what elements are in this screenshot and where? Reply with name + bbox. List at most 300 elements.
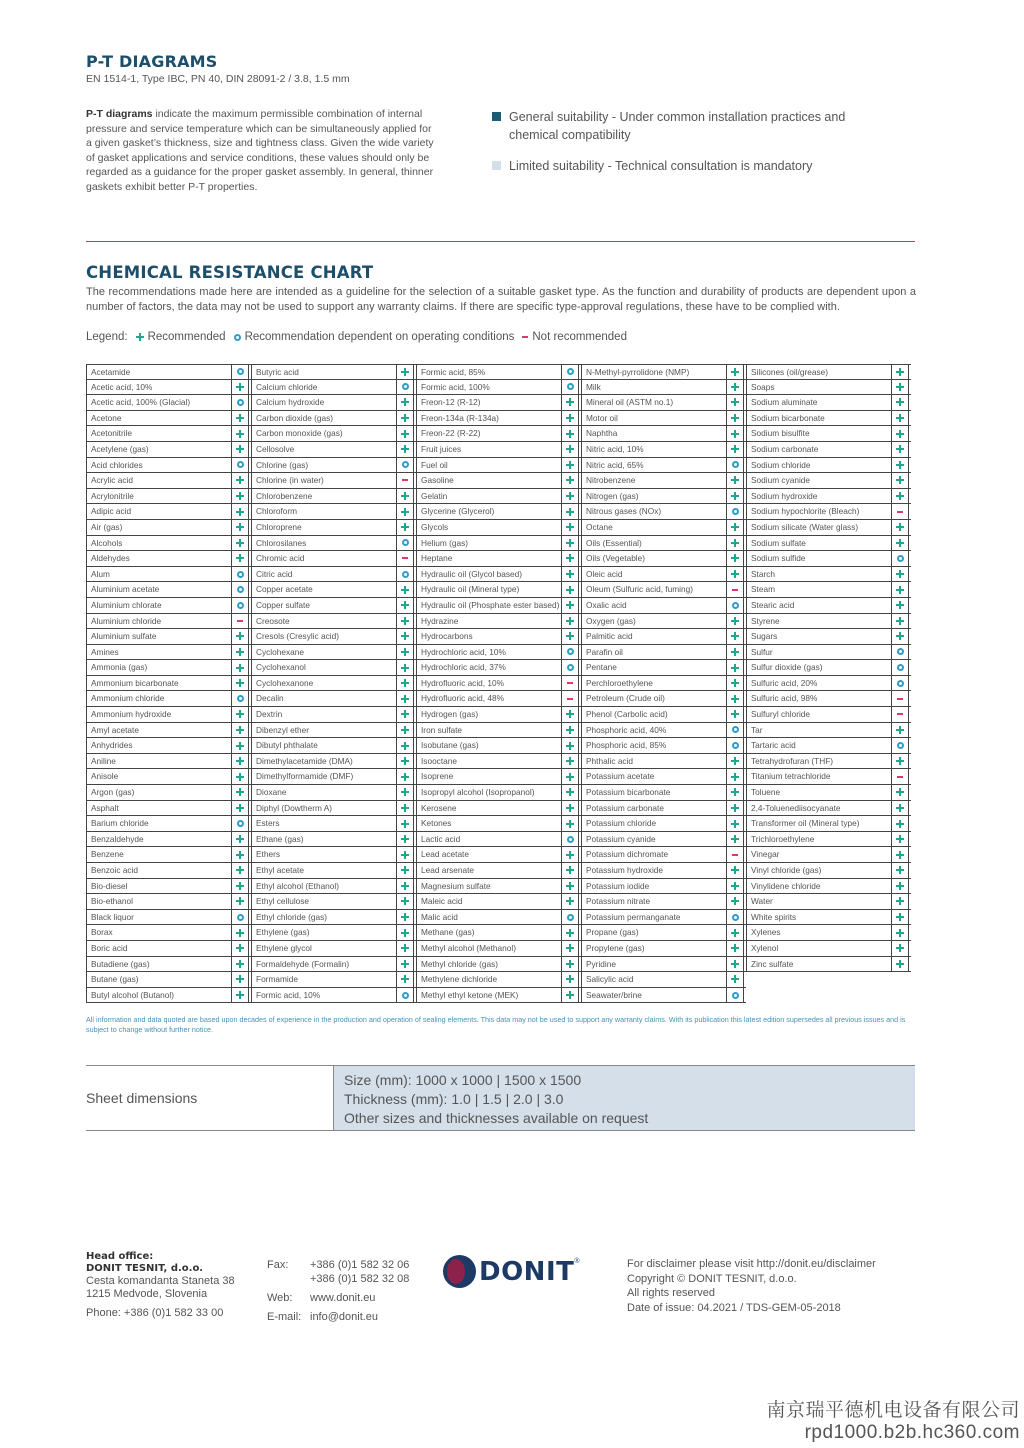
plus-icon (731, 773, 739, 781)
table-row (746, 738, 911, 754)
chart-column (251, 364, 416, 1003)
plus-icon (731, 695, 739, 703)
chemical-name: Anhydrides (86, 738, 231, 753)
chemical-name: Benzene (86, 847, 231, 862)
web-link[interactable]: www.donit.eu (310, 1292, 376, 1304)
circle-icon (402, 383, 409, 390)
watermark-url: rpd1000.b2b.hc360.com (804, 1422, 1020, 1443)
rating-cell (396, 380, 414, 395)
circle-icon (234, 334, 241, 341)
plus-icon (401, 788, 409, 796)
phone-number: Phone: +386 (0)1 582 33 00 (86, 1307, 224, 1319)
plus-icon (236, 632, 244, 640)
rating-cell (231, 769, 249, 784)
table-row (581, 816, 746, 832)
chemical-name: Sodium sulfide (746, 551, 891, 566)
rating-cell (891, 894, 909, 909)
chemical-name: Vinylidene chloride (746, 879, 891, 894)
plus-icon (896, 804, 904, 812)
table-row (251, 598, 416, 614)
circle-icon (897, 742, 904, 749)
rating-cell (561, 645, 579, 660)
table-row (581, 988, 746, 1004)
chemical-name: Ammonia (gas) (86, 660, 231, 675)
rating-cell (396, 707, 414, 722)
plus-icon (896, 788, 904, 796)
chemical-name: Nitric acid, 10% (581, 442, 726, 457)
rating-cell (726, 676, 744, 691)
rating-cell (561, 614, 579, 629)
rating-cell (231, 894, 249, 909)
table-row (251, 754, 416, 770)
rating-cell (891, 879, 909, 894)
rating-cell (561, 894, 579, 909)
table-row (86, 380, 251, 396)
rating-cell (231, 365, 249, 379)
table-row (251, 723, 416, 739)
table-row (86, 614, 251, 630)
chemical-name: Mineral oil (ASTM no.1) (581, 395, 726, 410)
chemical-name: Alum (86, 567, 231, 582)
chemical-name: Freon-12 (R-12) (416, 395, 561, 410)
chemical-name: Sulfur (746, 645, 891, 660)
plus-icon (731, 820, 739, 828)
table-row (251, 863, 416, 879)
chemical-name: Acetonitrile (86, 426, 231, 441)
chemical-name: Starch (746, 567, 891, 582)
chemical-name: Nitrous gases (NOx) (581, 504, 726, 519)
table-row (746, 754, 911, 770)
chemical-name: Vinyl chloride (gas) (746, 863, 891, 878)
circle-icon (897, 555, 904, 562)
plus-icon (236, 430, 244, 438)
rating-cell (396, 520, 414, 535)
plus-icon (731, 679, 739, 687)
chemical-name: Hydraulic oil (Phosphate ester based) (416, 598, 561, 613)
chemical-name: Methyl chloride (gas) (416, 957, 561, 972)
chemical-name: Borax (86, 925, 231, 940)
chemical-name: Gelatin (416, 489, 561, 504)
rating-cell (891, 582, 909, 597)
plus-icon (896, 882, 904, 890)
general-suitability-text: General suitability - Under common installation practices and chemical compatibility (509, 110, 846, 142)
legend-not-recommended-text: Not recommended (532, 331, 627, 343)
plus-icon (401, 897, 409, 905)
chemical-name: 2,4-Toluenediisocyanate (746, 801, 891, 816)
table-row (86, 676, 251, 692)
rating-cell (561, 691, 579, 706)
chemical-name: Copper sulfate (251, 598, 396, 613)
table-row (251, 925, 416, 941)
rating-cell (726, 614, 744, 629)
rating-cell (726, 567, 744, 582)
rating-cell (561, 723, 579, 738)
chemical-name: Formamide (251, 972, 396, 987)
rating-cell (891, 941, 909, 956)
rating-cell (891, 832, 909, 847)
chemical-name: Sulfuric acid, 20% (746, 676, 891, 691)
rating-cell (891, 957, 909, 972)
donit-logo-mark (443, 1255, 476, 1288)
plus-icon (566, 554, 574, 562)
chemical-name: Phosphoric acid, 40% (581, 723, 726, 738)
plus-icon (731, 383, 739, 391)
chemical-name: Ethers (251, 847, 396, 862)
table-row (746, 426, 911, 442)
rating-cell (726, 847, 744, 862)
table-row (581, 879, 746, 895)
chemical-name: Hydrogen (gas) (416, 707, 561, 722)
table-row (251, 442, 416, 458)
chemical-name: Phthalic acid (581, 754, 726, 769)
rating-cell (231, 458, 249, 473)
chemical-name: Bio-diesel (86, 879, 231, 894)
chemical-name: Alcohols (86, 536, 231, 551)
rating-cell (231, 832, 249, 847)
rating-cell (231, 520, 249, 535)
rating-cell (561, 458, 579, 473)
table-row (581, 847, 746, 863)
chemical-name: Butyl alcohol (Butanol) (86, 988, 231, 1003)
table-row (416, 660, 581, 676)
plus-icon (236, 710, 244, 718)
minus-icon (897, 713, 903, 715)
table-row (746, 707, 911, 723)
rating-cell (891, 738, 909, 753)
table-row (251, 473, 416, 489)
chemical-name: Gasoline (416, 473, 561, 488)
plus-icon (731, 929, 739, 937)
limited-suitability-text: Limited suitability - Technical consultation is mandatory (509, 159, 813, 173)
circle-icon (237, 399, 244, 406)
plus-icon (731, 430, 739, 438)
chemical-name: Isopropyl alcohol (Isopropanol) (416, 785, 561, 800)
chemical-name: Dimethylacetamide (DMA) (251, 754, 396, 769)
chemical-name: Cyclohexanol (251, 660, 396, 675)
plus-icon (401, 648, 409, 656)
circle-icon (237, 602, 244, 609)
table-row (416, 395, 581, 411)
table-row (581, 660, 746, 676)
table-row (251, 707, 416, 723)
plus-icon (401, 757, 409, 765)
minus-icon (402, 557, 408, 559)
plus-icon (236, 851, 244, 859)
circle-icon (897, 648, 904, 655)
rating-cell (396, 863, 414, 878)
chemical-name: Freon-22 (R-22) (416, 426, 561, 441)
table-row (416, 458, 581, 474)
chemical-name: Amines (86, 645, 231, 660)
table-row (416, 411, 581, 427)
chemical-name: Xylenes (746, 925, 891, 940)
plus-icon (731, 523, 739, 531)
rating-cell (231, 442, 249, 457)
rating-cell (726, 520, 744, 535)
plus-icon (566, 773, 574, 781)
rating-cell (891, 411, 909, 426)
table-row (581, 707, 746, 723)
rating-cell (891, 567, 909, 582)
chemical-name: Oils (Vegetable) (581, 551, 726, 566)
chemical-name: Calcium chloride (251, 380, 396, 395)
chart-column (416, 364, 581, 1003)
chemical-name: Stearic acid (746, 598, 891, 613)
fax-number-2: +386 (0)1 582 32 08 (310, 1273, 410, 1285)
circle-icon (402, 461, 409, 468)
table-row (416, 754, 581, 770)
table-row (86, 707, 251, 723)
rating-cell (561, 551, 579, 566)
chemical-name: Calcium hydroxide (251, 395, 396, 410)
table-row (416, 957, 581, 973)
chemical-name: Ammonium bicarbonate (86, 676, 231, 691)
rating-cell (726, 442, 744, 457)
table-row (746, 551, 911, 567)
chemical-name: Aluminium sulfate (86, 629, 231, 644)
dimensions-other: Other sizes and thicknesses available on request (344, 1110, 649, 1126)
chemical-name: Sodium sulfate (746, 536, 891, 551)
chemical-name: Oleic acid (581, 567, 726, 582)
table-row (251, 567, 416, 583)
chemical-name: Ethyl alcohol (Ethanol) (251, 879, 396, 894)
rating-cell (231, 754, 249, 769)
rating-cell (231, 598, 249, 613)
chemical-name: Oils (Essential) (581, 536, 726, 551)
table-row (86, 863, 251, 879)
rating-cell (396, 614, 414, 629)
rating-cell (891, 598, 909, 613)
pt-desc-bold: P-T diagrams (86, 108, 153, 120)
table-row (581, 645, 746, 661)
chemical-name: Chromic acid (251, 551, 396, 566)
circle-icon (567, 836, 574, 843)
chemical-name: Citric acid (251, 567, 396, 582)
rating-cell (891, 645, 909, 660)
chemical-name: Potassium carbonate (581, 801, 726, 816)
rating-cell (891, 754, 909, 769)
table-row (251, 629, 416, 645)
rating-cell (396, 691, 414, 706)
table-row (86, 910, 251, 926)
table-row (251, 380, 416, 396)
rating-cell (561, 426, 579, 441)
chemical-name: Sodium hypochlorite (Bleach) (746, 504, 891, 519)
rating-cell (726, 723, 744, 738)
plus-icon (236, 773, 244, 781)
plus-icon (236, 742, 244, 750)
chemical-name: Ammonium chloride (86, 691, 231, 706)
rating-cell (561, 442, 579, 457)
table-row (746, 364, 911, 380)
plus-icon (896, 539, 904, 547)
table-row (251, 676, 416, 692)
rating-cell (561, 567, 579, 582)
chemical-name: Sodium bisulfite (746, 426, 891, 441)
plus-icon (401, 975, 409, 983)
chemical-name: Freon-134a (R-134a) (416, 411, 561, 426)
rating-cell (231, 645, 249, 660)
plus-icon (566, 960, 574, 968)
plus-icon (401, 804, 409, 812)
chemical-name: Pyridine (581, 957, 726, 972)
table-row (416, 801, 581, 817)
chemical-name: Ethylene (gas) (251, 925, 396, 940)
chemical-name: Sodium aluminate (746, 395, 891, 410)
table-row (416, 551, 581, 567)
legend-not-recommended (522, 331, 627, 343)
table-row (86, 660, 251, 676)
chemical-name: Nitric acid, 65% (581, 458, 726, 473)
table-row (251, 582, 416, 598)
legend-conditional-text: Recommendation dependent on operating conditions (244, 331, 515, 343)
table-row (416, 988, 581, 1004)
rating-cell (561, 629, 579, 644)
plus-icon (731, 882, 739, 890)
plus-icon (896, 897, 904, 905)
chemical-name: Potassium cyanide (581, 832, 726, 847)
plus-icon (566, 757, 574, 765)
rating-cell (561, 707, 579, 722)
donit-logo (443, 1255, 580, 1288)
plus-icon (566, 601, 574, 609)
plus-icon (566, 929, 574, 937)
plus-icon (566, 726, 574, 734)
chemical-name: Potassium iodide (581, 879, 726, 894)
table-row (746, 536, 911, 552)
table-row (86, 738, 251, 754)
plus-icon (401, 679, 409, 687)
chemical-name: Methyl alcohol (Methanol) (416, 941, 561, 956)
rating-cell (561, 536, 579, 551)
plus-icon (896, 476, 904, 484)
plus-icon (236, 757, 244, 765)
rating-cell (561, 365, 579, 379)
chemical-name: Lead acetate (416, 847, 561, 862)
rating-cell (891, 520, 909, 535)
plus-icon (896, 944, 904, 952)
table-row (746, 458, 911, 474)
rating-cell (891, 426, 909, 441)
plus-icon (401, 851, 409, 859)
table-row (746, 801, 911, 817)
rating-cell (231, 504, 249, 519)
plus-icon (566, 414, 574, 422)
plus-icon (566, 820, 574, 828)
chemical-name: Boric acid (86, 941, 231, 956)
table-row (416, 785, 581, 801)
chemical-name: Methane (gas) (416, 925, 561, 940)
chemical-resistance-table (86, 364, 911, 1003)
rating-cell (891, 395, 909, 410)
plus-icon (401, 695, 409, 703)
chemical-name: Propylene (gas) (581, 941, 726, 956)
email-link[interactable]: info@donit.eu (310, 1311, 379, 1323)
legend-recommended-text: Recommended (147, 331, 226, 343)
table-row (581, 863, 746, 879)
plus-icon (731, 445, 739, 453)
table-row (581, 473, 746, 489)
chemical-name: Potassium acetate (581, 769, 726, 784)
table-row (581, 536, 746, 552)
table-row (416, 676, 581, 692)
plus-icon (566, 570, 574, 578)
plus-icon (236, 539, 244, 547)
plus-icon (731, 570, 739, 578)
chemical-name: Titanium tetrachloride (746, 769, 891, 784)
minus-icon (732, 589, 738, 591)
disclaimer-link[interactable]: For disclaimer please visit http://donit.eu/disclaimer (627, 1258, 876, 1270)
chemical-name: Butyric acid (251, 365, 396, 379)
chemical-name: Potassium nitrate (581, 894, 726, 909)
plus-icon (236, 414, 244, 422)
chemical-name: Butane (gas) (86, 972, 231, 987)
table-row (86, 551, 251, 567)
chemical-name: Air (gas) (86, 520, 231, 535)
table-row (581, 380, 746, 396)
table-row (416, 863, 581, 879)
table-row (581, 504, 746, 520)
circle-icon (732, 742, 739, 749)
table-row (746, 660, 911, 676)
rating-cell (231, 738, 249, 753)
table-row (251, 941, 416, 957)
rating-cell (561, 769, 579, 784)
plus-icon (731, 664, 739, 672)
rating-cell (726, 645, 744, 660)
table-row (86, 691, 251, 707)
chemical-name: Nitrogen (gas) (581, 489, 726, 504)
chemical-name: Ammonium hydroxide (86, 707, 231, 722)
rating-cell (396, 411, 414, 426)
rating-cell (726, 458, 744, 473)
chemical-name: Chlorine (gas) (251, 458, 396, 473)
plus-icon (566, 430, 574, 438)
plus-icon (896, 835, 904, 843)
disclaimer-text: All information and data quoted are based upon decades of experience in the production and operation of sealing elements. This data may not be used to support any warranty claims. With its publication this latest edition supersedes all previous issues and is subject to change without further notice. (86, 1015, 906, 1034)
rating-cell (726, 411, 744, 426)
sheet-dimensions-label: Sheet dimensions (86, 1066, 334, 1130)
table-row (416, 426, 581, 442)
table-row (581, 458, 746, 474)
table-row (86, 925, 251, 941)
rating-cell (891, 691, 909, 706)
table-row (251, 426, 416, 442)
chemical-resistance-title: CHEMICAL RESISTANCE CHART (86, 263, 374, 282)
head-office (86, 1251, 266, 1320)
plus-icon (236, 960, 244, 968)
rating-cell (561, 380, 579, 395)
rating-cell (726, 395, 744, 410)
chemical-name: Tetrahydrofuran (THF) (746, 754, 891, 769)
table-row (746, 582, 911, 598)
plus-icon (896, 601, 904, 609)
chemical-name: Hydrofluoric acid, 48% (416, 691, 561, 706)
table-row (86, 879, 251, 895)
plus-icon (236, 664, 244, 672)
plus-icon (731, 398, 739, 406)
plus-icon (566, 539, 574, 547)
table-row (251, 614, 416, 630)
rating-cell (231, 536, 249, 551)
plus-icon (896, 820, 904, 828)
table-row (251, 785, 416, 801)
plus-icon (236, 835, 244, 843)
rating-cell (396, 458, 414, 473)
head-office-label: Head office: (86, 1251, 154, 1262)
chemical-name: Potassium chloride (581, 816, 726, 831)
rating-cell (891, 660, 909, 675)
